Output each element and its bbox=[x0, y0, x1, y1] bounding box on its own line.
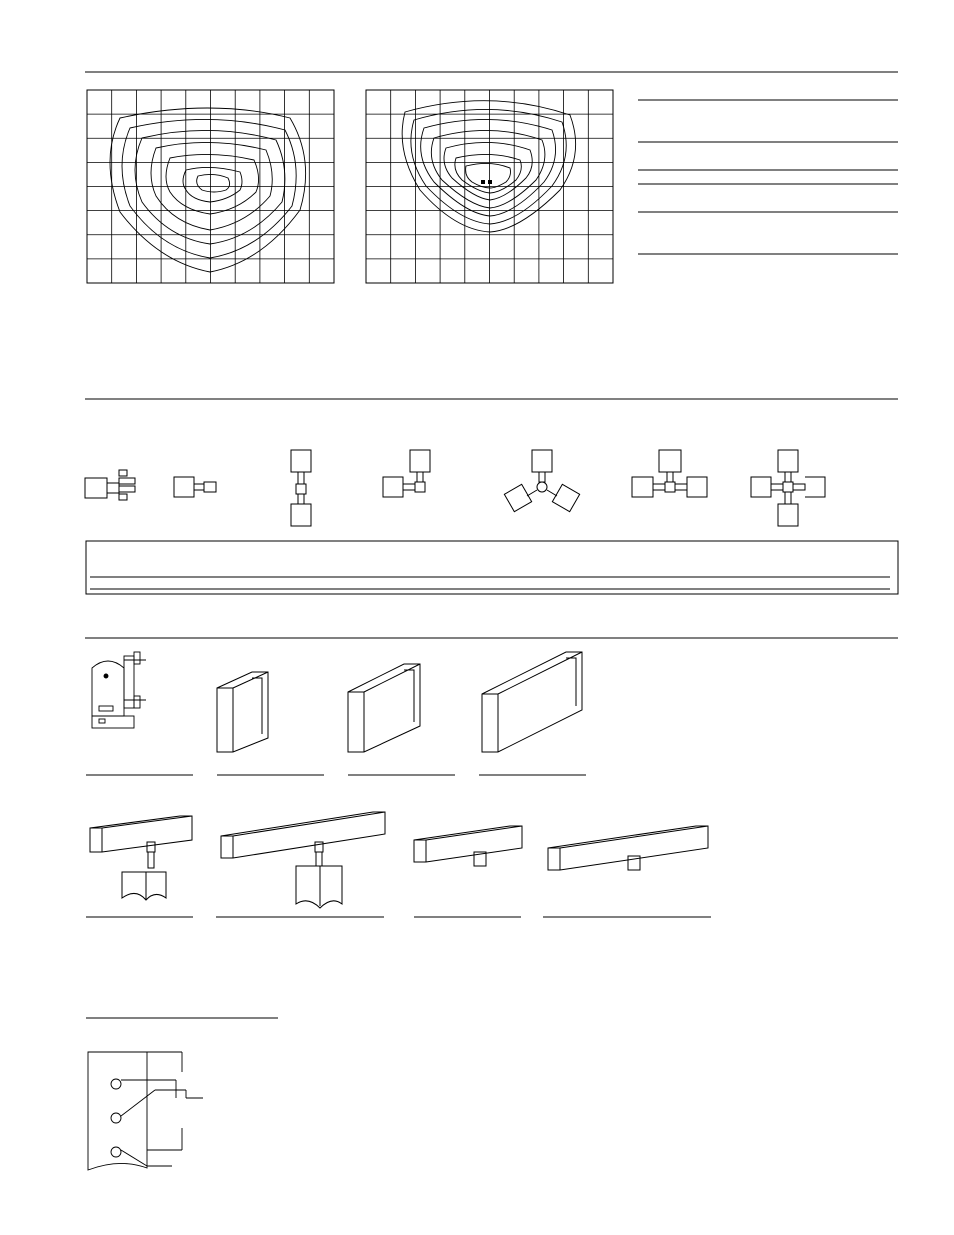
arm-long-on-pole bbox=[221, 812, 385, 908]
config-three-120 bbox=[504, 450, 579, 512]
config-two-180 bbox=[291, 450, 311, 526]
config-four-90 bbox=[751, 450, 825, 526]
arm-long-stub bbox=[548, 826, 708, 870]
config-two-90 bbox=[383, 450, 430, 497]
config-single bbox=[174, 477, 216, 497]
isofootcandle-plot-left bbox=[87, 90, 334, 283]
arm-bracket-drawing bbox=[92, 652, 146, 728]
spec-lines bbox=[638, 100, 898, 254]
isofootcandle-plot-right bbox=[366, 90, 613, 283]
housing-large-drawing bbox=[482, 652, 582, 752]
housing-small-drawing bbox=[217, 672, 268, 752]
arm-short-stub bbox=[414, 826, 522, 866]
ordering-table-box bbox=[86, 541, 898, 594]
pole-drilling-template bbox=[88, 1052, 203, 1170]
housing-medium-drawing bbox=[348, 664, 420, 752]
config-three-90 bbox=[632, 450, 707, 497]
config-single-bracket bbox=[85, 470, 135, 500]
arm-short-on-pole bbox=[90, 816, 192, 900]
